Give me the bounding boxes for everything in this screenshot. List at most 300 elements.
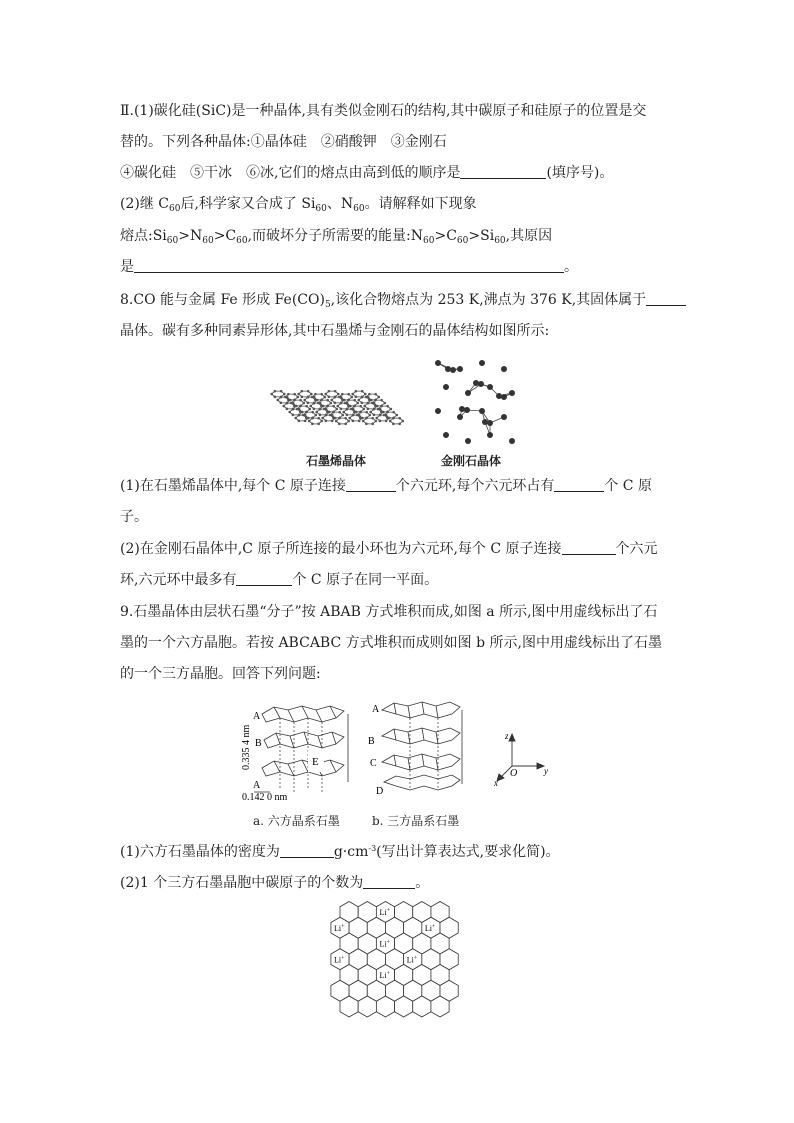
carbon-atom: [307, 396, 310, 399]
carbon-atom: [301, 411, 304, 414]
axis-z-label: z: [505, 731, 509, 741]
carbon-atom: [315, 411, 318, 414]
carbon-atom: [330, 402, 333, 405]
axis-origin-label: O: [510, 768, 518, 779]
label-D: D: [376, 786, 384, 797]
answer-blank[interactable]: [460, 164, 546, 179]
text-frag: (写出计算表达式,要求化简)。: [376, 844, 560, 860]
carbon-atom: [501, 394, 507, 400]
q8-line-2: 晶体。碳有多种同素异形体,其中石墨烯与金刚石的晶体结构如图所示:: [120, 323, 550, 339]
carbon-atom: [374, 399, 377, 402]
carbon-atom: [328, 396, 331, 399]
carbon-atom: [303, 399, 306, 402]
carbon-atom: [331, 420, 334, 423]
carbon-atom: [311, 417, 314, 420]
text-frag: 个 C 原: [604, 478, 652, 494]
q8-part1-line-2: 子。: [120, 509, 148, 525]
text-frag: 熔点:Si: [120, 228, 167, 244]
carbon-atom: [324, 396, 327, 399]
text-frag: ,其原因: [505, 228, 553, 244]
carbon-atom: [295, 405, 298, 408]
carbon-atom: [342, 411, 345, 414]
carbon-atom: [301, 396, 304, 399]
carbon-atom: [309, 408, 312, 411]
label-A-top: A: [253, 711, 261, 722]
carbon-atom: [402, 420, 405, 423]
hexagonal-graphite-figure: [240, 698, 358, 808]
text-frag: 个 C 原子在同一平面。: [292, 572, 439, 588]
carbon-atom: [319, 408, 322, 411]
carbon-atom: [380, 405, 383, 408]
text-frag: (2)在金刚石晶体中,C 原子所连接的最小环也为六元环,每个 C 原子连接: [120, 541, 562, 557]
carbon-atom: [325, 408, 328, 411]
q2-line-3-text: ④碳化硅 ⑤干冰 ⑥冰,它们的熔点由高到低的顺序是: [120, 165, 461, 181]
carbon-atom: [385, 420, 388, 423]
carbon-atom: [373, 408, 376, 411]
label-C: C: [370, 758, 377, 769]
carbon-atom: [365, 423, 368, 426]
carbon-atom: [308, 420, 311, 423]
carbon-atom: [314, 393, 317, 396]
lithium-ion-label: Li+: [334, 955, 345, 965]
q8-part2-line-1: [120, 539, 658, 559]
carbon-atom: [313, 408, 316, 411]
carbon-atom: [346, 414, 349, 417]
q2-line-3-tail: (填序号)。: [546, 165, 614, 181]
carbon-atom: [443, 432, 449, 438]
carbon-atom: [464, 407, 470, 413]
carbon-atom: [465, 390, 471, 396]
label-B: B: [368, 736, 375, 747]
carbon-atom: [317, 423, 320, 426]
carbon-atom: [373, 414, 376, 417]
carbon-atom: [328, 411, 331, 414]
carbon-atom: [338, 423, 341, 426]
carbon-atom: [374, 393, 377, 396]
carbon-atom: [376, 405, 379, 408]
carbon-atom: [352, 408, 355, 411]
carbon-atom: [450, 367, 456, 373]
carbon-atom: [358, 420, 361, 423]
hexagonal-caption: a. 六方晶系石墨: [253, 814, 340, 828]
text-frag: (2)继 C: [120, 196, 169, 212]
carbon-atom: [334, 402, 337, 405]
carbon-atom: [349, 405, 352, 408]
carbon-atom: [319, 414, 322, 417]
carbon-atom: [330, 399, 333, 402]
q9-line-1: 9.石墨晶体由层状石墨“分子”按 ABAB 方式堆积而成,如图 a 所示,图中用虚线标出了石: [120, 604, 658, 620]
carbon-atom: [355, 396, 358, 399]
carbon-atom: [396, 414, 399, 417]
graphene-ring: [363, 418, 376, 424]
carbon-atom: [435, 408, 441, 414]
carbon-atom: [347, 393, 350, 396]
text-frag: >N: [178, 228, 203, 244]
carbon-atom: [331, 414, 334, 417]
subscript: 60: [456, 236, 469, 246]
carbon-atom: [369, 411, 372, 414]
carbon-atom: [351, 396, 354, 399]
carbon-atom: [293, 393, 296, 396]
text-frag: 。: [415, 875, 430, 891]
label-B: B: [255, 738, 262, 749]
carbon-atom: [392, 417, 395, 420]
carbon-atom: [320, 393, 323, 396]
lithium-ion-label: Li+: [379, 908, 390, 917]
text-frag: 。: [564, 259, 578, 275]
carbon-atom: [482, 419, 488, 425]
answer-blank[interactable]: [134, 258, 564, 273]
lithium-ion-label: Li+: [406, 955, 418, 965]
text-frag: 个六元: [615, 541, 658, 557]
carbon-atom: [348, 417, 351, 420]
lithium-ion-label: Li+: [379, 971, 390, 980]
carbon-atom: [282, 405, 285, 408]
carbon-atom: [341, 393, 344, 396]
carbon-atom: [382, 411, 385, 414]
carbon-atom: [292, 414, 295, 417]
carbon-atom: [496, 393, 502, 399]
carbon-atom: [487, 432, 493, 438]
bond-length-label: 0.142 0 nm: [242, 792, 288, 803]
carbon-atom: [375, 420, 378, 423]
carbon-atom: [361, 402, 364, 405]
carbon-atom: [370, 399, 373, 402]
carbon-atom: [313, 396, 316, 399]
label-A-bottom: A: [253, 780, 261, 791]
graphene-ring: [326, 391, 339, 397]
text-frag: 个六元环,每个六元环占有: [395, 478, 555, 494]
text-frag: (1)在石墨烯晶体中,每个 C 原子连接: [120, 478, 346, 494]
carbon-atom: [274, 390, 277, 393]
carbon-atom: [340, 408, 343, 411]
carbon-atom: [322, 405, 325, 408]
lithium-ion-label: Li+: [424, 923, 436, 933]
carbon-atom: [369, 414, 372, 417]
carbon-atom: [287, 393, 290, 396]
coordinate-axes-figure: [490, 728, 560, 788]
carbon-atom: [286, 396, 289, 399]
carbon-atom: [363, 405, 366, 408]
carbon-atom: [501, 366, 507, 372]
carbon-atom: [365, 411, 368, 414]
interlayer-distance-label: 0.335 4 nm: [241, 724, 252, 770]
carbon-atom: [274, 396, 277, 399]
carbon-atom: [389, 420, 392, 423]
carbon-atom: [305, 405, 308, 408]
axis-x-label: x: [494, 778, 498, 788]
answer-blank[interactable]: [562, 540, 616, 555]
carbon-atom: [457, 414, 463, 420]
carbon-atom: [292, 408, 295, 411]
carbon-atom: [335, 420, 338, 423]
carbon-atom: [465, 438, 471, 444]
carbon-atom: [392, 411, 395, 414]
carbon-atom: [357, 402, 360, 405]
carbon-atom: [316, 399, 319, 402]
carbon-atom: [385, 414, 388, 417]
carbon-atom: [501, 414, 507, 420]
carbon-atom: [390, 408, 393, 411]
text-frag: 8.CO 能与金属 Fe 形成 Fe(CO): [120, 292, 325, 308]
carbon-atom: [358, 414, 361, 417]
carbon-atom: [392, 423, 395, 426]
carbon-atom: [334, 396, 337, 399]
carbon-atom: [309, 405, 312, 408]
carbon-atom: [332, 405, 335, 408]
carbon-atom: [280, 402, 283, 405]
carbon-atom: [359, 411, 362, 414]
carbon-atom: [346, 402, 349, 405]
carbon-atom: [359, 405, 362, 408]
subscript: 5: [324, 300, 331, 310]
carbon-atom: [336, 405, 339, 408]
q2-line-3: [120, 163, 613, 183]
carbon-atom: [367, 408, 370, 411]
carbon-atom: [338, 411, 341, 414]
q9-part2: [120, 873, 429, 893]
graphene-ring: [299, 391, 312, 397]
text-frag: >C: [213, 228, 237, 244]
carbon-atom: [375, 417, 378, 420]
subscript: 60: [166, 236, 179, 246]
subscript: 60: [423, 236, 435, 246]
answer-blank[interactable]: [346, 477, 396, 492]
carbon-atom: [326, 399, 329, 402]
carbon-atom: [292, 402, 295, 405]
carbon-atom: [361, 417, 364, 420]
carbon-atom: [336, 408, 339, 411]
carbon-atom: [298, 408, 301, 411]
q2-line-4: [120, 194, 477, 214]
carbon-atom: [297, 396, 300, 399]
q8-part1-line-1: [120, 476, 652, 496]
diamond-caption: 金刚石晶体: [441, 454, 502, 468]
text-frag: 、N: [326, 196, 354, 212]
carbon-atom: [367, 396, 370, 399]
carbon-atom: [321, 420, 324, 423]
carbon-atom: [509, 438, 515, 444]
subscript: 60: [202, 236, 214, 246]
carbon-atom: [307, 417, 310, 420]
subscript: 60: [353, 204, 365, 214]
carbon-atom: [342, 414, 345, 417]
carbon-atom: [280, 396, 283, 399]
carbon-atom: [297, 393, 300, 396]
carbon-atom: [299, 405, 302, 408]
answer-blank[interactable]: [554, 477, 604, 492]
text-frag: (2)1 个三方石墨晶胞中碳原子的个数为: [120, 875, 364, 891]
carbon-atom: [315, 414, 318, 417]
carbon-atom: [379, 414, 382, 417]
graphene-structure-figure: [268, 388, 398, 434]
carbon-atom: [328, 390, 331, 393]
text-frag: 是: [120, 259, 134, 275]
carbon-atom: [384, 402, 387, 405]
text-frag: ,该化合物熔点为 253 K,沸点为 376 K,其固体属于: [330, 292, 647, 308]
carbon-atom: [340, 396, 343, 399]
carbon-atom: [361, 390, 364, 393]
label-E: E: [312, 756, 319, 768]
graphene-ring: [390, 418, 403, 424]
subscript: 60: [236, 236, 248, 246]
label-A: A: [372, 704, 380, 715]
carbon-atom: [380, 399, 383, 402]
axis-y-label: y: [544, 766, 548, 776]
carbon-atom: [386, 411, 389, 414]
carbon-atom: [445, 366, 451, 372]
carbon-atom: [319, 402, 322, 405]
text-frag: 后,科学家又合成了 Si: [180, 196, 316, 212]
carbon-atom: [298, 420, 301, 423]
carbon-atom: [378, 396, 381, 399]
carbon-atom: [355, 411, 358, 414]
carbon-atom: [298, 414, 301, 417]
carbon-atom: [364, 393, 367, 396]
carbon-atom: [352, 414, 355, 417]
carbon-atom: [276, 399, 279, 402]
carbon-atom: [363, 408, 366, 411]
q2-line-1: Ⅱ.(1)碳化硅(SiC)是一种晶体,具有类似金刚石的结构,其中碳原子和硅原子的位置是交: [120, 103, 647, 119]
text-frag: >Si: [468, 228, 495, 244]
text-frag: 环,六元环中最多有: [120, 572, 237, 588]
carbon-atom: [478, 381, 484, 387]
carbon-atom: [344, 423, 347, 426]
carbon-atom: [368, 393, 371, 396]
superscript: -3: [368, 844, 377, 853]
carbon-atom: [283, 393, 286, 396]
carbon-atom: [459, 406, 465, 412]
text-frag: g·cm: [333, 844, 369, 860]
text-frag: ,而破坏分子所需要的能量:N: [247, 228, 424, 244]
carbon-atom: [361, 396, 364, 399]
carbon-atom: [443, 384, 449, 390]
graphene-ring: [353, 391, 366, 397]
carbon-atom: [343, 399, 346, 402]
carbon-atom: [334, 417, 337, 420]
carbon-atom: [357, 399, 360, 402]
q8-line-1: [120, 290, 686, 310]
text-frag: 。请解释如下现象: [364, 196, 477, 212]
q9-part1: [120, 842, 560, 862]
answer-blank[interactable]: [363, 874, 415, 889]
graphene-ring: [272, 391, 285, 397]
carbon-atom: [313, 402, 316, 405]
rhombohedral-graphite-figure: [366, 698, 466, 798]
carbon-atom: [311, 423, 314, 426]
carbon-atom: [337, 393, 340, 396]
carbon-atom: [398, 417, 401, 420]
carbon-atom: [373, 402, 376, 405]
carbon-atom: [304, 414, 307, 417]
carbon-atom: [346, 408, 349, 411]
carbon-atom: [338, 417, 341, 420]
carbon-atom: [286, 408, 289, 411]
carbon-atom: [362, 420, 365, 423]
carbon-atom: [289, 399, 292, 402]
q9-line-2: 墨的一个六方晶胞。若按 ABCABC 方式堆积而成则如图 b 所示,图中用虚线标出了石墨: [120, 635, 662, 651]
carbon-atom: [344, 417, 347, 420]
carbon-atom: [348, 420, 351, 423]
carbon-atom: [386, 405, 389, 408]
answer-blank[interactable]: [280, 843, 334, 858]
carbon-atom: [293, 399, 296, 402]
answer-blank[interactable]: [646, 291, 686, 306]
carbon-atom: [325, 414, 328, 417]
lithium-ion-label: Li+: [379, 939, 390, 949]
subscript: 60: [494, 236, 506, 246]
graphene-caption: 石墨烯晶体: [306, 454, 367, 468]
carbon-atom: [304, 420, 307, 423]
carbon-atom: [299, 399, 302, 402]
carbon-atom: [288, 411, 291, 414]
carbon-atom: [365, 417, 368, 420]
carbon-atom: [353, 399, 356, 402]
rhombohedral-caption: b. 三方晶系石墨: [372, 814, 460, 828]
answer-blank[interactable]: [236, 571, 292, 586]
q2-line-5: [120, 226, 552, 246]
carbon-atom: [325, 420, 328, 423]
carbon-atom: [351, 393, 354, 396]
subscript: 60: [315, 204, 327, 214]
carbon-atom: [479, 360, 485, 366]
carbon-atom: [457, 366, 463, 372]
graphene-ring: [309, 418, 322, 424]
carbon-atom: [367, 402, 370, 405]
carbon-atom: [473, 380, 479, 386]
q2-line-6: [120, 257, 578, 277]
carbon-atom: [398, 423, 401, 426]
q8-part2-line-2: [120, 570, 438, 590]
graphene-ring: [336, 418, 349, 424]
q9-line-3: 的一个三方晶胞。回答下列问题:: [120, 666, 321, 682]
carbon-atom: [332, 411, 335, 414]
carbon-atom: [371, 417, 374, 420]
text-frag: (1)六方石墨晶体的密度为: [120, 844, 280, 860]
carbon-atom: [479, 408, 485, 414]
carbon-atom: [310, 393, 313, 396]
carbon-atom: [324, 393, 327, 396]
carbon-atom: [294, 417, 297, 420]
lithium-graphite-honeycomb-figure: [330, 902, 465, 1017]
q2-line-2: 替的。下列各种晶体:①晶体硅 ②硝酸钾 ③金刚石: [120, 134, 447, 150]
carbon-atom: [379, 408, 382, 411]
carbon-atom: [509, 390, 515, 396]
carbon-atom: [317, 417, 320, 420]
carbon-atom: [371, 423, 374, 426]
carbon-atom: [320, 399, 323, 402]
text-frag: >C: [434, 228, 457, 244]
carbon-atom: [286, 402, 289, 405]
carbon-atom: [355, 390, 358, 393]
carbon-atom: [379, 420, 382, 423]
subscript: 60: [169, 204, 181, 214]
carbon-atom: [307, 390, 310, 393]
carbon-atom: [280, 390, 283, 393]
carbon-atom: [303, 402, 306, 405]
lithium-ion-label: Li+: [334, 923, 345, 933]
carbon-atom: [307, 402, 310, 405]
carbon-atom: [353, 405, 356, 408]
carbon-atom: [487, 420, 493, 426]
carbon-atom: [388, 417, 391, 420]
carbon-atom: [301, 390, 304, 393]
carbon-atom: [321, 417, 324, 420]
carbon-atom: [311, 411, 314, 414]
carbon-atom: [435, 360, 441, 366]
carbon-atom: [340, 402, 343, 405]
carbon-atom: [347, 399, 350, 402]
